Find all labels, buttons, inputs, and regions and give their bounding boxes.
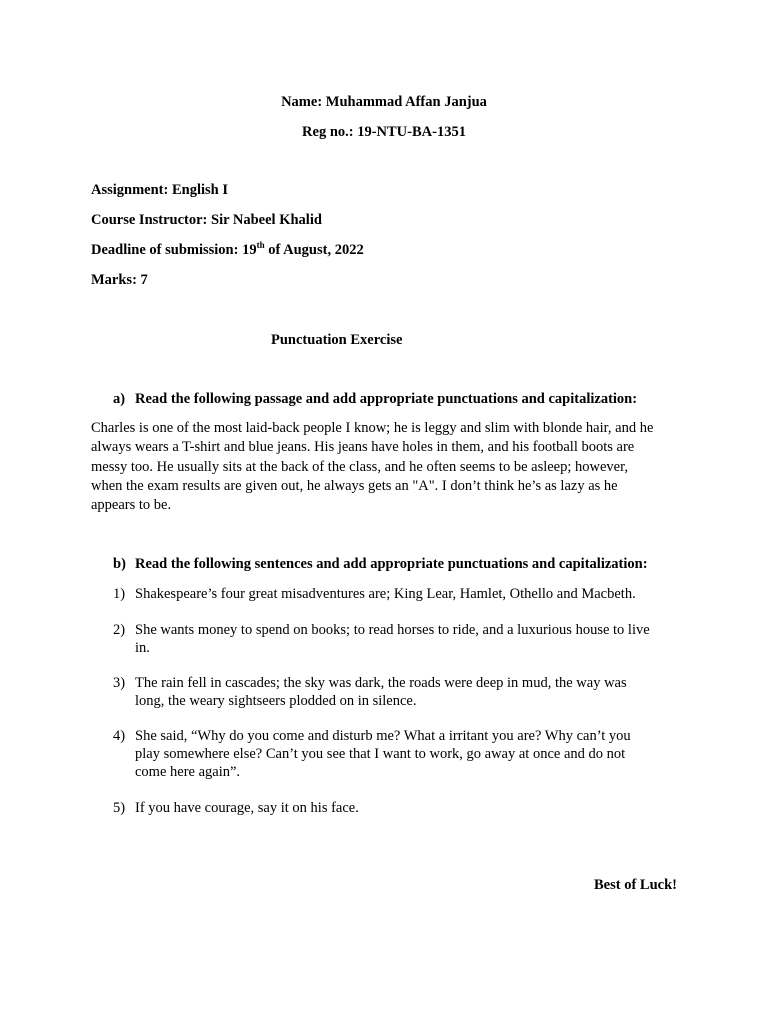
item-line: She wants money to spend on books; to read horses to ride, and a luxurious house to live [135,622,650,638]
item-line: long, the weary sightseers plodded on in silence. [135,693,417,709]
registration-number: Reg no.: 19-NTU-BA-1351 [302,124,466,140]
item-number: 4) [113,728,126,744]
section-b-heading [113,555,693,573]
course-instructor: Course Instructor: Sir Nabeel Khalid [91,212,322,228]
section-a-heading [113,390,693,408]
item-number: 3) [113,675,126,691]
item-text [135,727,680,781]
passage-line: always wears a T-shirt and blue jeans. His jeans have holes in them, and his football boots are [91,439,635,456]
item-line: Shakespeare’s four great misadventures are; King Lear, Hamlet, Othello and Macbeth. [135,586,636,602]
deadline-suffix: of August, 2022 [264,242,364,258]
sentence-item [113,674,683,710]
item-text [135,585,680,603]
deadline-superscript: th [256,240,265,251]
item-text [135,799,680,817]
section-b-heading-text: Read the following sentences and add appropriate punctuations and capitalization: [135,556,648,572]
sentence-item [113,799,683,817]
sentence-item [113,585,683,603]
section-b-marker: b) [113,556,126,572]
item-line: The rain fell in cascades; the sky was dark, the roads were deep in mud, the way was [135,675,627,691]
item-number: 2) [113,622,126,638]
passage-line: when the exam results are given out, he always gets an "A". I don’t think he’s as lazy as he [91,477,618,494]
section-a-passage [91,419,681,515]
student-name: Name: Muhammad Affan Janjua [281,94,487,110]
closing-remark: Best of Luck! [594,877,677,893]
section-a-marker: a) [113,391,126,407]
item-number: 5) [113,800,126,816]
item-text [135,674,680,710]
item-line: play somewhere else? Can’t you see that I want to work, go away at once and do not [135,746,626,762]
deadline [91,241,364,259]
passage-line: appears to be. [91,497,172,514]
exercise-title: Punctuation Exercise [271,332,403,348]
item-line: If you have courage, say it on his face. [135,800,359,816]
assignment-label: Assignment: English I [91,182,228,198]
passage-line: messy too. He usually sits at the back of the class, and he often seems to be asleep; however, [91,458,628,475]
marks: Marks: 7 [91,272,148,288]
item-text [135,621,680,657]
passage-line: Charles is one of the most laid-back people I know; he is leggy and slim with blonde hair, and he [91,420,654,436]
section-a-heading-text: Read the following passage and add appropriate punctuations and capitalization: [135,391,638,407]
item-line: come here again”. [135,764,241,780]
deadline-prefix: Deadline of submission: 19 [91,242,257,258]
item-number: 1) [113,586,126,602]
item-line: in. [135,640,150,656]
sentence-item [113,727,683,781]
item-line: She said, “Why do you come and disturb me? What a irritant you are? Why can’t you [135,728,631,744]
sentence-item [113,621,683,657]
